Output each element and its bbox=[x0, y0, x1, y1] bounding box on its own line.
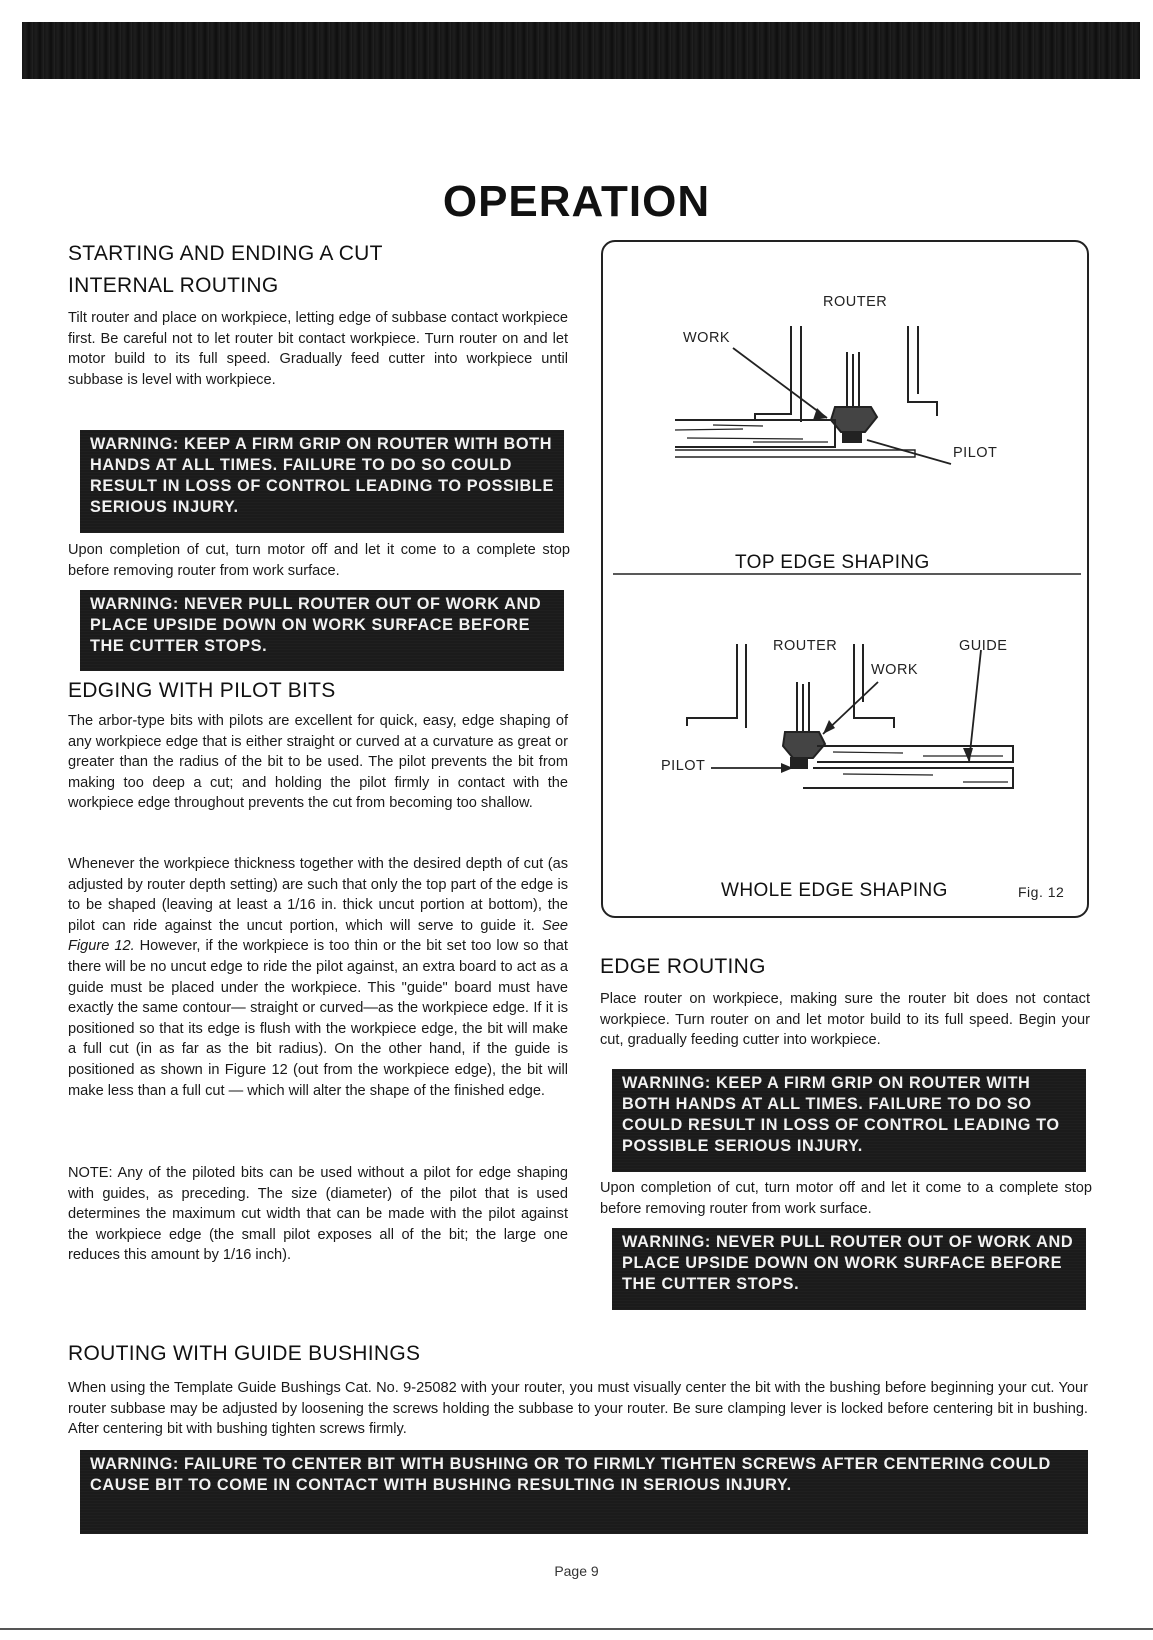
bushings-paragraph: When using the Template Guide Bushings Cat. No. 9-25082 with your router, you must visually center the bit with the bushing before beginning your cut. Your router subbase may be adjusted by loosening the screws holding the subbase to your router. Be sure clamping lever is locked before centering bit in bushing. After centering bit with bushing tighten screws firmly. bbox=[68, 1380, 1088, 1438]
page-number: Page 9 bbox=[554, 1563, 599, 1579]
page-title: OPERATION bbox=[442, 177, 711, 226]
warning-box-grip: WARNING: KEEP A FIRM GRIP ON ROUTER WITH BOTH HANDS AT ALL TIMES. FAILURE TO DO SO COULD RESULT IN LOSS OF CONTROL LEADING TO POSSIBLE SERIOUS INJURY. bbox=[80, 430, 564, 533]
whole-guide-label: GUIDE bbox=[959, 638, 1008, 654]
warning-box-pull-router: WARNING: NEVER PULL ROUTER OUT OF WORK AND PLACE UPSIDE DOWN ON WORK SURFACE BEFORE THE CUTTER STOPS. bbox=[80, 590, 564, 671]
edging-paragraph-1: The arbor-type bits with pilots are excellent for quick, easy, edge shaping of any workpiece edge that is either straight or curved at a curvature as great or greater than the radius of the bit to be used. The pilot prevents the bit from making too deep a cut; and holding the pilot firmly in contact with the workpiece edge throughout prevents the cut from becoming too shallow. bbox=[68, 713, 568, 812]
figure-reference: See Figure 12. bbox=[68, 917, 568, 955]
warning-box-bushing: WARNING: FAILURE TO CENTER BIT WITH BUSHING OR TO FIRMLY TIGHTEN SCREWS AFTER CENTERING COULD CAUSE BIT TO COME IN CONTACT WITH BUSHING RESULTING IN SERIOUS INJURY. bbox=[80, 1450, 1088, 1534]
bottom-divider bbox=[0, 1628, 1153, 1630]
sub-heading-internal-routing: INTERNAL ROUTING bbox=[68, 274, 279, 297]
section-heading-edging: EDGING WITH PILOT BITS bbox=[68, 679, 336, 702]
whole-edge-caption: WHOLE EDGE SHAPING bbox=[721, 880, 948, 901]
edge-completion-paragraph: Upon completion of cut, turn motor off and let it come to a complete stop before removing router from work surface. bbox=[600, 1180, 1092, 1217]
section-heading-edge-routing: EDGE ROUTING bbox=[600, 955, 766, 978]
figure-12-drawing bbox=[603, 242, 1091, 920]
whole-router-label: ROUTER bbox=[773, 638, 838, 654]
top-work-label: WORK bbox=[683, 330, 731, 346]
figure-number: Fig. 12 bbox=[1018, 884, 1065, 900]
warning-box-grip-edge: WARNING: KEEP A FIRM GRIP ON ROUTER WITH BOTH HANDS AT ALL TIMES. FAILURE TO DO SO COULD RESULT IN LOSS OF CONTROL LEADING TO POSSIBLE SERIOUS INJURY. bbox=[612, 1069, 1086, 1172]
section-heading-bushings: ROUTING WITH GUIDE BUSHINGS bbox=[68, 1342, 421, 1365]
figure-12 bbox=[601, 240, 1089, 918]
internal-routing-paragraph: Tilt router and place on workpiece, letting edge of subbase contact workpiece first. Be careful not to let router bit contact workpiece. Turn router on and let motor build to its full speed. Gradually feed cutter into workpiece until subbase is level with workpiece. bbox=[68, 310, 568, 388]
whole-work-label: WORK bbox=[871, 662, 919, 678]
completion-paragraph: Upon completion of cut, turn motor off and let it come to a complete stop before removing router from work surface. bbox=[68, 542, 570, 579]
note-paragraph: NOTE: Any of the piloted bits can be used without a pilot for edge shaping with guides, as preceding. The size (diameter) of the pilot that is used determines the maximum cut width that can be made with the pilot against the workpiece edge (the small pilot exposes all of the bit; the large one reduces this amount by 1/16 inch). bbox=[68, 1165, 568, 1264]
edging-paragraph-2a: Whenever the workpiece thickness together with the desired depth of cut (as adjusted by router depth setting) are such that only the top part of the edge is to be shaped (leaving at least a 1/16 in. thick uncut portion at bottom), the pilot can ride against the uncut portion, which will serve to guide it. bbox=[68, 856, 568, 934]
edge-routing-paragraph: Place router on workpiece, making sure the router bit does not contact workpiece. Turn router on and let motor build to its full speed. Begin your cut, gradually feeding cutter into workpiece. bbox=[600, 991, 1090, 1049]
section-heading-starting: STARTING AND ENDING A CUT bbox=[68, 242, 383, 265]
edging-paragraph-2 bbox=[68, 854, 568, 1101]
warning-box-pull-router-edge: WARNING: NEVER PULL ROUTER OUT OF WORK AND PLACE UPSIDE DOWN ON WORK SURFACE BEFORE THE CUTTER STOPS. bbox=[612, 1228, 1086, 1310]
whole-pilot-label: PILOT bbox=[661, 758, 706, 774]
top-pilot-label: PILOT bbox=[953, 445, 998, 461]
edging-paragraph-2b: However, if the workpiece is too thin or the bit set too low so that there will be no uncut edge to ride the pilot against, an extra board to act as a guide must be placed under the workpiece. This "guide" board must have exactly the same contour— straight or curved—as the workpiece edge. If it is positioned so that its edge is flush with the workpiece edge, the bit will make a full cut (in as far as the bit radius). On the other hand, if the guide is positioned as shown in Figure 12 (out from the workpiece edge), the bit will make less than a full cut — which will alter the shape of the finished edge. bbox=[68, 938, 568, 1099]
top-edge-caption: TOP EDGE SHAPING bbox=[735, 552, 930, 573]
top-router-label: ROUTER bbox=[823, 294, 888, 310]
header-bar bbox=[22, 22, 1140, 79]
